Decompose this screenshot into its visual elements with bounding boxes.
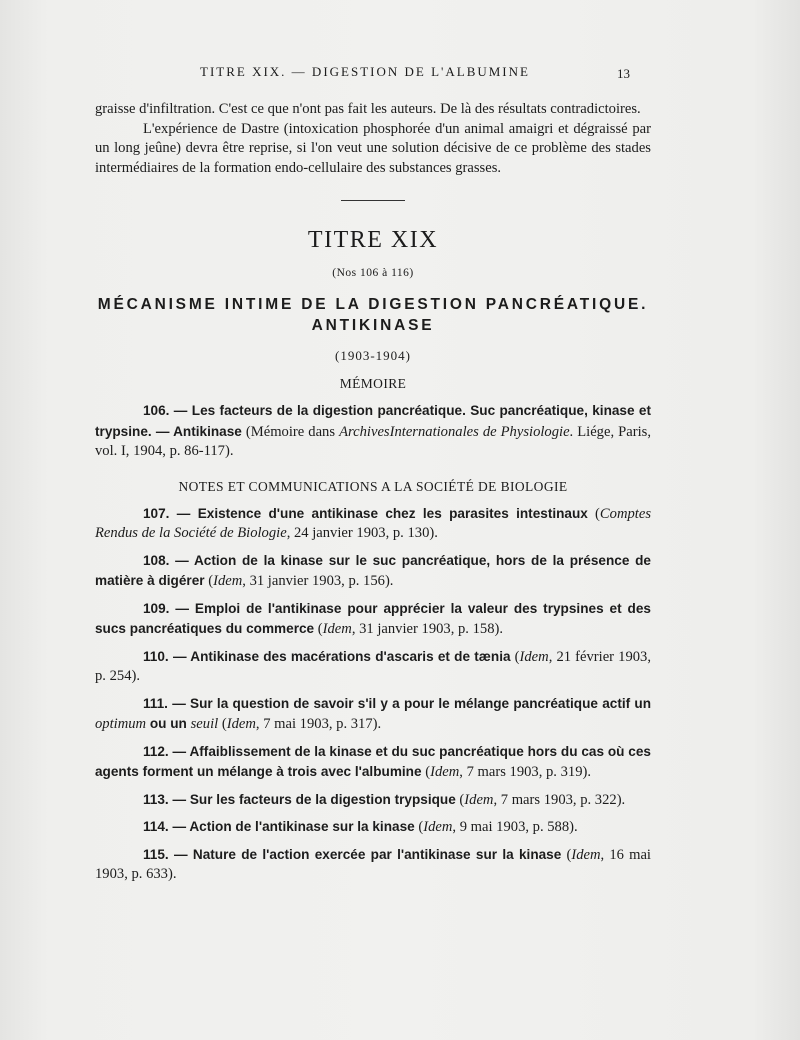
entry-115: 115. — Nature de l'action exercée par l'antikinase sur la kinase (Idem, 16 mai 1903, p. 633).: [95, 846, 651, 882]
entry-111: 111. — Sur la question de savoir s'il y a pour le mélange pancréatique actif un optimum ou un seuil (Idem, 7 mai 1903, p. 317).: [95, 695, 651, 732]
entry-108: 108. — Action de la kinase sur le suc pancréatique, hors de la présence de matière à digérer (Idem, 31 janvier 1903, p. 156).: [95, 552, 651, 589]
titre-heading: TITRE XIX: [307, 227, 439, 253]
titre-years: (1903-1904): [335, 348, 411, 363]
page-number: 13: [617, 66, 630, 81]
entry-113: 113. — Sur les facteurs de la digestion trypsique (Idem, 7 mars 1903, p. 322).: [143, 791, 626, 808]
entry-106-title: 106. — Les facteurs de la digestion pancréatique. Suc pancréatique, kinase et trypsine. — Antikinase: [95, 403, 651, 439]
memoire-heading: MÉMOIRE: [339, 376, 407, 391]
titre-number-range: (Nos 106 à 116): [332, 267, 414, 279]
entry-106-journal: ArchivesInternationales de Physiologie: [339, 423, 570, 440]
section-divider: [341, 200, 405, 201]
entry-112: 112. — Affaiblissement de la kinase et du suc pancréatique hors du cas où ces agents forment un mélange à trois avec l'albumine (Idem, 7 mars 1903, p. 319).: [95, 743, 651, 780]
titre-title-line-1: MÉCANISME INTIME DE LA DIGESTION PANCRÉATIQUE.: [97, 296, 649, 313]
running-title: TITRE XIX. — DIGESTION DE L'ALBUMINE: [200, 64, 530, 79]
entry-106: 106. — Les facteurs de la digestion pancréatique. Suc pancréatique, kinase et trypsine. — Antikinase (Mémoire dans ArchivesInternationales de Physiologie. Liége, Paris, vol. I, 1904, p. 86-117).: [95, 403, 651, 459]
notes-heading: NOTES ET COMMUNICATIONS A LA SOCIÉTÉ DE BIOLOGIE: [178, 478, 568, 494]
entry-110: 110. — Antikinase des macérations d'ascaris et de tænia (Idem, 21 février 1903, p. 254).: [95, 648, 651, 684]
entry-114: 114. — Action de l'antikinase sur la kinase (Idem, 9 mai 1903, p. 588).: [143, 819, 578, 835]
intro-paragraph-1: graisse d'infiltration. C'est ce que n'ont pas fait les auteurs. De là des résultats contradictoires.: [95, 101, 641, 117]
entry-109: 109. — Emploi de l'antikinase pour apprécier la valeur des trypsines et des sucs pancréatiques du commerce (Idem, 31 janvier 1903, p. 158).: [95, 600, 651, 637]
page-body: [95, 100, 651, 885]
entry-107: 107. — Existence d'une antikinase chez les parasites intestinaux (Comptes Rendus de la Société de Biologie, 24 janvier 1903, p. 130).: [95, 505, 651, 541]
intro-paragraph-2: L'expérience de Dastre (intoxication phosphorée d'un animal amaigri et dégraissé par un long jeûne) devra être reprise, si l'on veut une solution décisive de ce problème des stades intermédiaires de la formation endo-cellulaire des substances grasses.: [95, 120, 651, 176]
titre-title-line-2: ANTIKINASE: [311, 317, 435, 334]
